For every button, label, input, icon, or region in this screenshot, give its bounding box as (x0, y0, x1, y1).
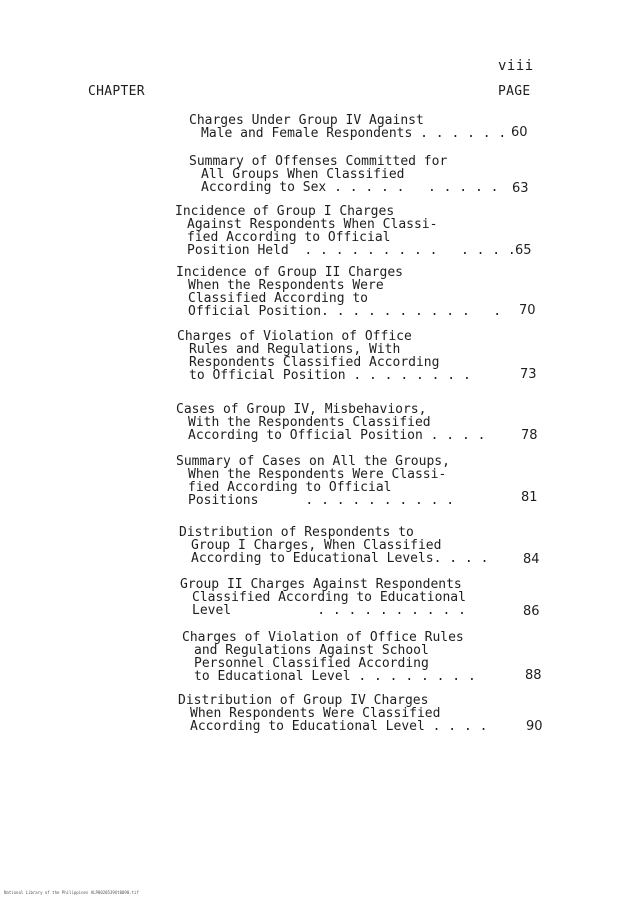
entry-title-last-line: According to Educational Level (190, 719, 425, 734)
entry-title-last-line: Position Held (187, 243, 289, 258)
leader-dots: . . . . (430, 428, 486, 443)
entry-line: Incidence of Group II Charges (176, 265, 403, 280)
leader-dots: . . . . . . . . . . (334, 180, 499, 195)
leader-dots: . . . . (432, 719, 488, 734)
entry-line: Distribution of Respondents to (179, 525, 414, 540)
entry-title-last-line: According to Sex (201, 180, 327, 195)
entry-line: When the Respondents Were (188, 278, 384, 293)
entry-line: Group I Charges, When Classified (191, 538, 442, 553)
entry-line: Rules and Regulations, With (189, 342, 401, 357)
entry-line: Classified According to Educational (192, 590, 466, 605)
entry-line: Incidence of Group I Charges (175, 204, 395, 219)
entry-title-last-line: Male and Female Respondents (201, 126, 413, 141)
entry-page-number: 86 (523, 604, 540, 619)
leader-dots: . . . . . . . . . . (336, 304, 502, 319)
entry-line: fied According to Official (188, 480, 392, 495)
entry-page-number: 63 (512, 181, 529, 196)
entry-line: Group II Charges Against Respondents (180, 577, 462, 592)
page-label: PAGE (498, 84, 531, 99)
toc-entry (189, 155, 498, 194)
toc-entry (177, 330, 471, 382)
leader-dots: . . . . . . . . . . . . . (304, 243, 516, 258)
page-number: viii (498, 58, 534, 74)
entry-line: Summary of Offenses Committed for (189, 154, 448, 169)
toc-entry (178, 694, 487, 733)
entry-page-number: 78 (521, 428, 538, 443)
toc-entry (182, 631, 476, 683)
chapter-label: CHAPTER (88, 84, 145, 99)
toc-entry (176, 266, 501, 318)
entry-page-number: 60 (511, 125, 528, 140)
leader-dots: . . . . . . . . (358, 669, 476, 684)
entry-page-number: 90 (526, 719, 543, 734)
toc-entry (176, 455, 454, 507)
entry-line: Personnel Classified According (194, 656, 429, 671)
entry-line: Charges of Violation of Office (177, 329, 412, 344)
entry-page-number: 73 (520, 367, 537, 382)
entry-line: fied According to Official (187, 230, 391, 245)
entry-line: Cases of Group IV, Misbehaviors, (176, 402, 427, 417)
leader-dots: . . . . . . . . . . (317, 603, 466, 618)
leader-dots: . . . . . . (420, 126, 507, 141)
entry-line: Distribution of Group IV Charges (178, 693, 429, 708)
entry-page-number: 70 (519, 303, 536, 318)
entry-line: Charges Under Group IV Against (189, 113, 424, 128)
entry-title-last-line: to Official Position (189, 368, 346, 383)
toc-entry (175, 205, 516, 257)
entry-line: Charges of Violation of Office Rules (182, 630, 464, 645)
entry-page-number: 81 (521, 490, 538, 505)
toc-entry (180, 578, 466, 617)
entry-page-number: 84 (523, 552, 540, 567)
entry-line: When Respondents Were Classified (190, 706, 441, 721)
entry-title-last-line: According to Official Position (188, 428, 423, 443)
leader-dots: . . . (449, 551, 489, 566)
entry-page-number: 88 (525, 668, 542, 683)
entry-title-last-line: Positions (188, 493, 259, 508)
entry-line: With the Respondents Classified (188, 415, 431, 430)
entry-line: and Regulations Against School (194, 643, 429, 658)
toc-entry (176, 403, 485, 442)
entry-line: Respondents Classified According (189, 355, 440, 370)
entry-title-last-line: Official Position. (188, 304, 329, 319)
entry-line: Summary of Cases on All the Groups, (176, 454, 450, 469)
entry-page-number: 65 (515, 243, 532, 258)
entry-line: When the Respondents Were Classi- (188, 467, 447, 482)
entry-title-last-line: to Educational Level (194, 669, 351, 684)
leader-dots: . . . . . . . . (353, 368, 471, 383)
entry-title-last-line: Level (192, 603, 232, 618)
archive-footer: National Library of the Philippines ALP0020539Xt0090.tif (4, 890, 139, 895)
entry-line: All Groups When Classified (201, 167, 405, 182)
entry-line: Against Respondents When Classi- (187, 217, 438, 232)
toc-entry (179, 526, 488, 565)
toc-entry (189, 114, 506, 140)
entry-line: Classified According to (188, 291, 369, 306)
entry-title-last-line: According to Educational Levels. (191, 551, 442, 566)
leader-dots: . . . . . . . . . . (305, 493, 455, 508)
